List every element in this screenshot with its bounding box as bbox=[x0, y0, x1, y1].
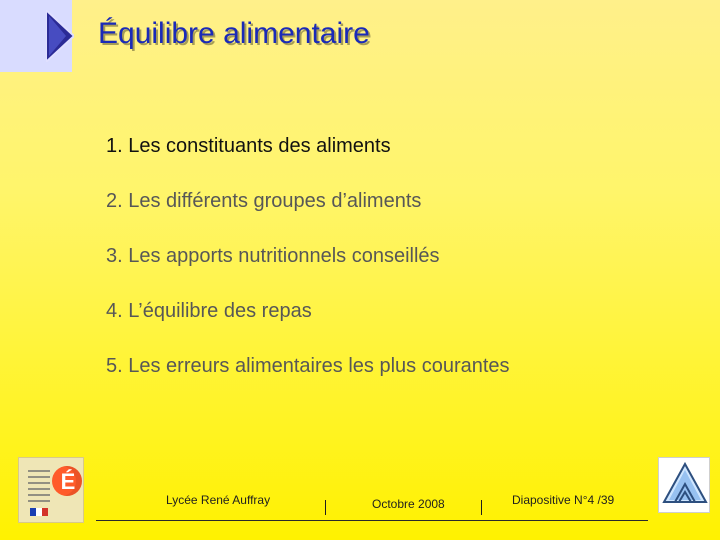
pyramid-icon bbox=[659, 458, 711, 514]
footer-separator bbox=[481, 500, 482, 515]
footer bbox=[0, 450, 720, 540]
flag-icon bbox=[30, 508, 48, 516]
footer-divider bbox=[96, 520, 648, 521]
menu-item-groupes[interactable]: 2. Les différents groupes d’aliments bbox=[106, 190, 422, 212]
menu-item-erreurs[interactable]: 5. Les erreurs alimentaires les plus courantes bbox=[106, 355, 510, 377]
footer-school: Lycée René Auffray bbox=[166, 493, 271, 507]
menu-item-apports[interactable]: 3. Les apports nutritionnels conseillés bbox=[106, 245, 440, 267]
menu-item-constituants[interactable]: 1. Les constituants des aliments bbox=[106, 135, 391, 157]
footer-separator bbox=[325, 500, 326, 515]
topic-menu bbox=[106, 133, 666, 408]
footer-slide-info: Diapositive N°4 /39 bbox=[512, 493, 615, 507]
footer-date: Octobre 2008 bbox=[372, 497, 445, 511]
menu-item-equilibre[interactable]: 4. L’équilibre des repas bbox=[106, 300, 312, 322]
page-title: Équilibre alimentaire bbox=[98, 17, 370, 50]
navigation-block bbox=[0, 0, 72, 72]
pyramid-logo bbox=[658, 457, 710, 513]
navigation-arrow-icon[interactable] bbox=[46, 10, 74, 62]
education-logo bbox=[18, 457, 84, 523]
logo-e-letter: É bbox=[60, 469, 76, 494]
logo-text-lines bbox=[28, 470, 50, 504]
